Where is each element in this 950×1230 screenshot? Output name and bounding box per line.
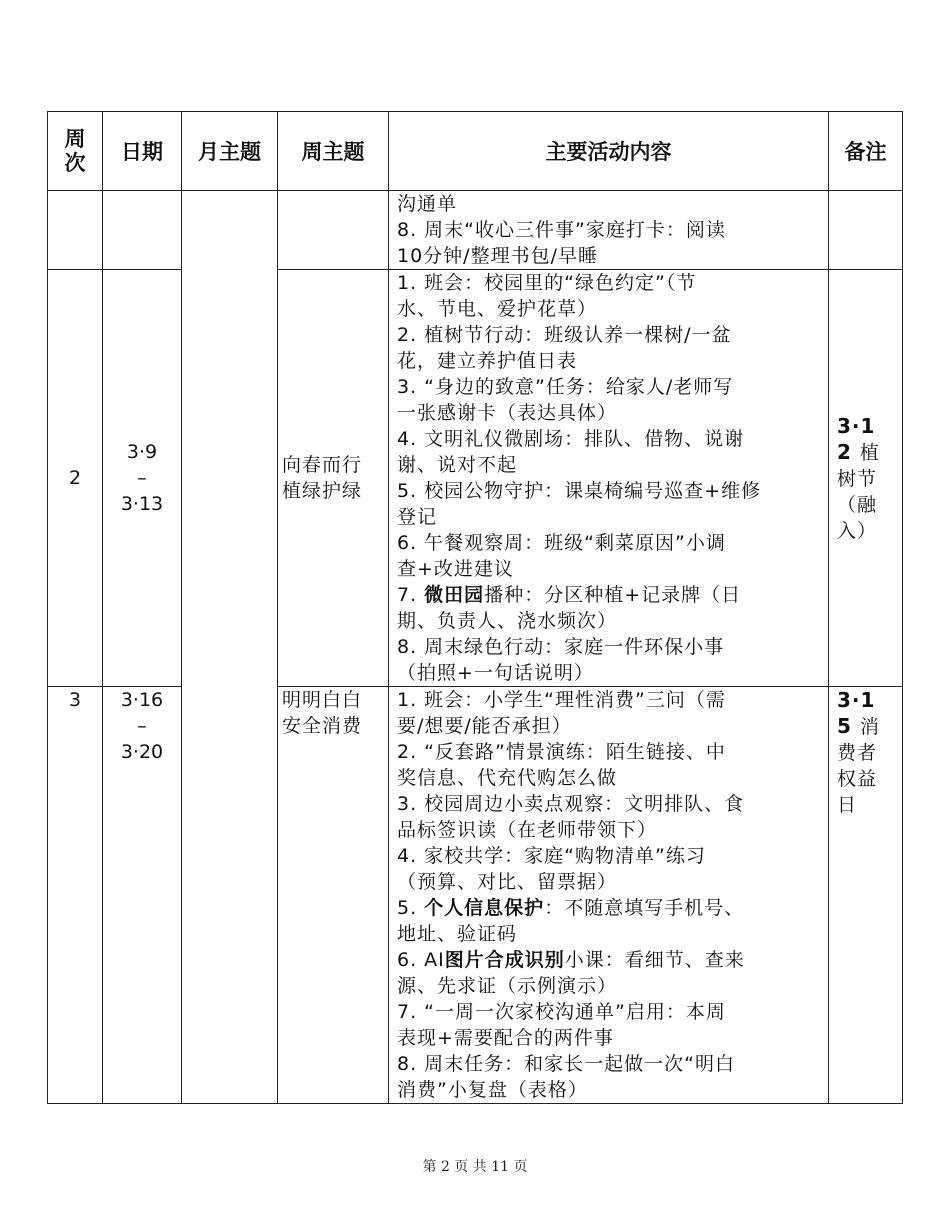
week2-theme [278,270,389,687]
activity-line-item6 [397,947,822,973]
week3-date [103,687,182,1104]
week2-theme-line1: 向春而行 [282,454,363,476]
week2-date [103,270,182,687]
activity-line: 期、负责人、浇水频次） [397,610,618,632]
activity-line: 5. 校园公物守护：课桌椅编号巡查+维修 [397,480,762,502]
activity-line: 2. 植树节行动：班级认养一棵树/一盆 [397,324,732,346]
continuation-theme-cell [278,191,389,270]
week2-date-end: 3·13 [120,493,164,515]
activity-line: 8. 周末“收心三件事”家庭打卡：阅读 [397,219,726,241]
week2-note-line: 树节 [837,467,878,490]
week2-note-line2 [837,439,898,466]
item7-prefix: 7. [397,584,425,606]
item5-rest: ：不随意填写手机号、 [544,897,745,919]
header-month-theme: 月主题 [182,112,278,191]
activity-line: 登记 [397,506,438,528]
week3-note [829,687,903,1104]
activity-line: 沟通单 [397,193,458,215]
week2-activities [389,270,829,687]
continuation-row [48,191,903,270]
week3-note-line: 费者 [837,742,878,764]
week2-date-start: 3·9 [126,441,158,463]
activity-line: （拍照+一句话说明） [397,662,594,684]
item5-prefix: 5. [397,897,425,919]
activity-line: 谢、说对不起 [397,454,518,476]
activity-line: 地址、验证码 [397,923,518,945]
activity-line: 消费”小复盘（表格） [397,1079,588,1101]
week2-note [829,270,903,687]
item6-bold: 图片合成识别 [444,949,565,971]
week2-row [48,270,903,687]
activity-line: 10分钟/整理书包/早睡 [397,245,598,267]
schedule-table [47,111,903,1104]
header-date: 日期 [103,112,182,191]
week3-date-end: 3·20 [120,741,164,763]
week2-date-sep: – [137,467,147,489]
activity-line: 品标签识读（在老师带领下） [397,819,658,841]
activity-line: 8. 周末绿色行动：家庭一件环保小事 [397,636,725,658]
week3-note-line: 日 [837,794,858,816]
continuation-activities [389,191,829,270]
item6-rest: 小课：看细节、查来 [564,949,745,971]
activity-line: 8. 周末任务：和家长一起做一次“明白 [397,1053,736,1075]
header-week-theme: 周主题 [278,112,389,191]
continuation-week-cell [48,191,103,270]
header-row [48,112,903,191]
activity-line: 3. 校园周边小卖点观察：文明排队、食 [397,793,745,815]
week3-theme-line2: 安全消费 [282,715,363,737]
page-footer: 第 2 页 共 11 页 [422,1159,528,1175]
activity-line: 1. 班会：校园里的“绿色约定”（节 [397,272,697,294]
week2-note-line: 入） [837,519,878,542]
week3-activities [389,687,829,1104]
activity-line-item7 [397,582,822,608]
header-week-label: 周次 [64,127,86,175]
activity-line: 2. “反套路”情景演练：陌生链接、中 [397,741,726,763]
activity-line: 6. 午餐观察周：班级“剩菜原因”小调 [397,532,726,554]
week2-note-line2-rest: 植 [859,441,880,464]
week3-note-head1: 3·1 [837,688,876,712]
activity-line: 奖信息、代充代购怎么做 [397,767,618,789]
activity-line: 一张感谢卡（表达具体） [397,402,618,424]
week2-note-head1: 3·1 [837,413,876,438]
activity-line: 表现+需要配合的两件事 [397,1027,614,1049]
week2-number: 2 [48,270,103,687]
continuation-note-cell [829,191,903,270]
activity-line: 4. 家校共学：家庭“购物清单”练习 [397,845,706,867]
week2-note-head2: 2 [837,439,860,464]
week3-theme [278,687,389,1104]
activity-line-item5 [397,895,822,921]
activity-line: 7. “一周一次家校沟通单”启用：本周 [397,1001,726,1023]
activity-line: 要/想要/能否承担） [397,715,572,737]
week2-theme-line2: 植绿护绿 [282,480,363,502]
week3-note-line2-rest: 消 [859,716,880,738]
activity-line: （预算、对比、留票据） [397,871,618,893]
week3-row [48,687,903,1104]
header-notes: 备注 [829,112,903,191]
item7-rest: 播种：分区种植+记录牌（日 [484,584,742,606]
activity-line: 1. 班会：小学生“理性消费”三问（需 [397,689,726,711]
activity-line: 查+改进建议 [397,558,514,580]
week2-note-line: （融 [837,493,878,516]
month-theme-cell [182,191,278,1104]
activity-line: 水、节电、爱护花草） [397,298,598,320]
item7-bold: 微田园 [424,584,485,606]
week3-theme-line1: 明明白白 [282,689,363,711]
week3-number: 3 [48,687,103,1104]
item6-prefix: 6. AI [397,949,445,971]
week3-note-line2 [837,713,898,740]
week3-note-head2: 5 [837,714,860,738]
week3-date-sep: – [137,715,147,737]
activity-line: 花，建立养护值日表 [397,350,578,372]
week3-note-line: 权益 [837,768,878,790]
activity-line: 3. “身边的致意”任务：给家人/老师写 [397,376,734,398]
item5-bold: 个人信息保护 [424,897,545,919]
continuation-date-cell [103,191,182,270]
activity-line: 4. 文明礼仪微剧场：排队、借物、说谢 [397,428,745,450]
week3-date-start: 3·16 [120,689,164,711]
header-activities: 主要活动内容 [389,112,829,191]
header-week [48,112,103,191]
activity-line: 源、先求证（示例演示） [397,975,618,997]
